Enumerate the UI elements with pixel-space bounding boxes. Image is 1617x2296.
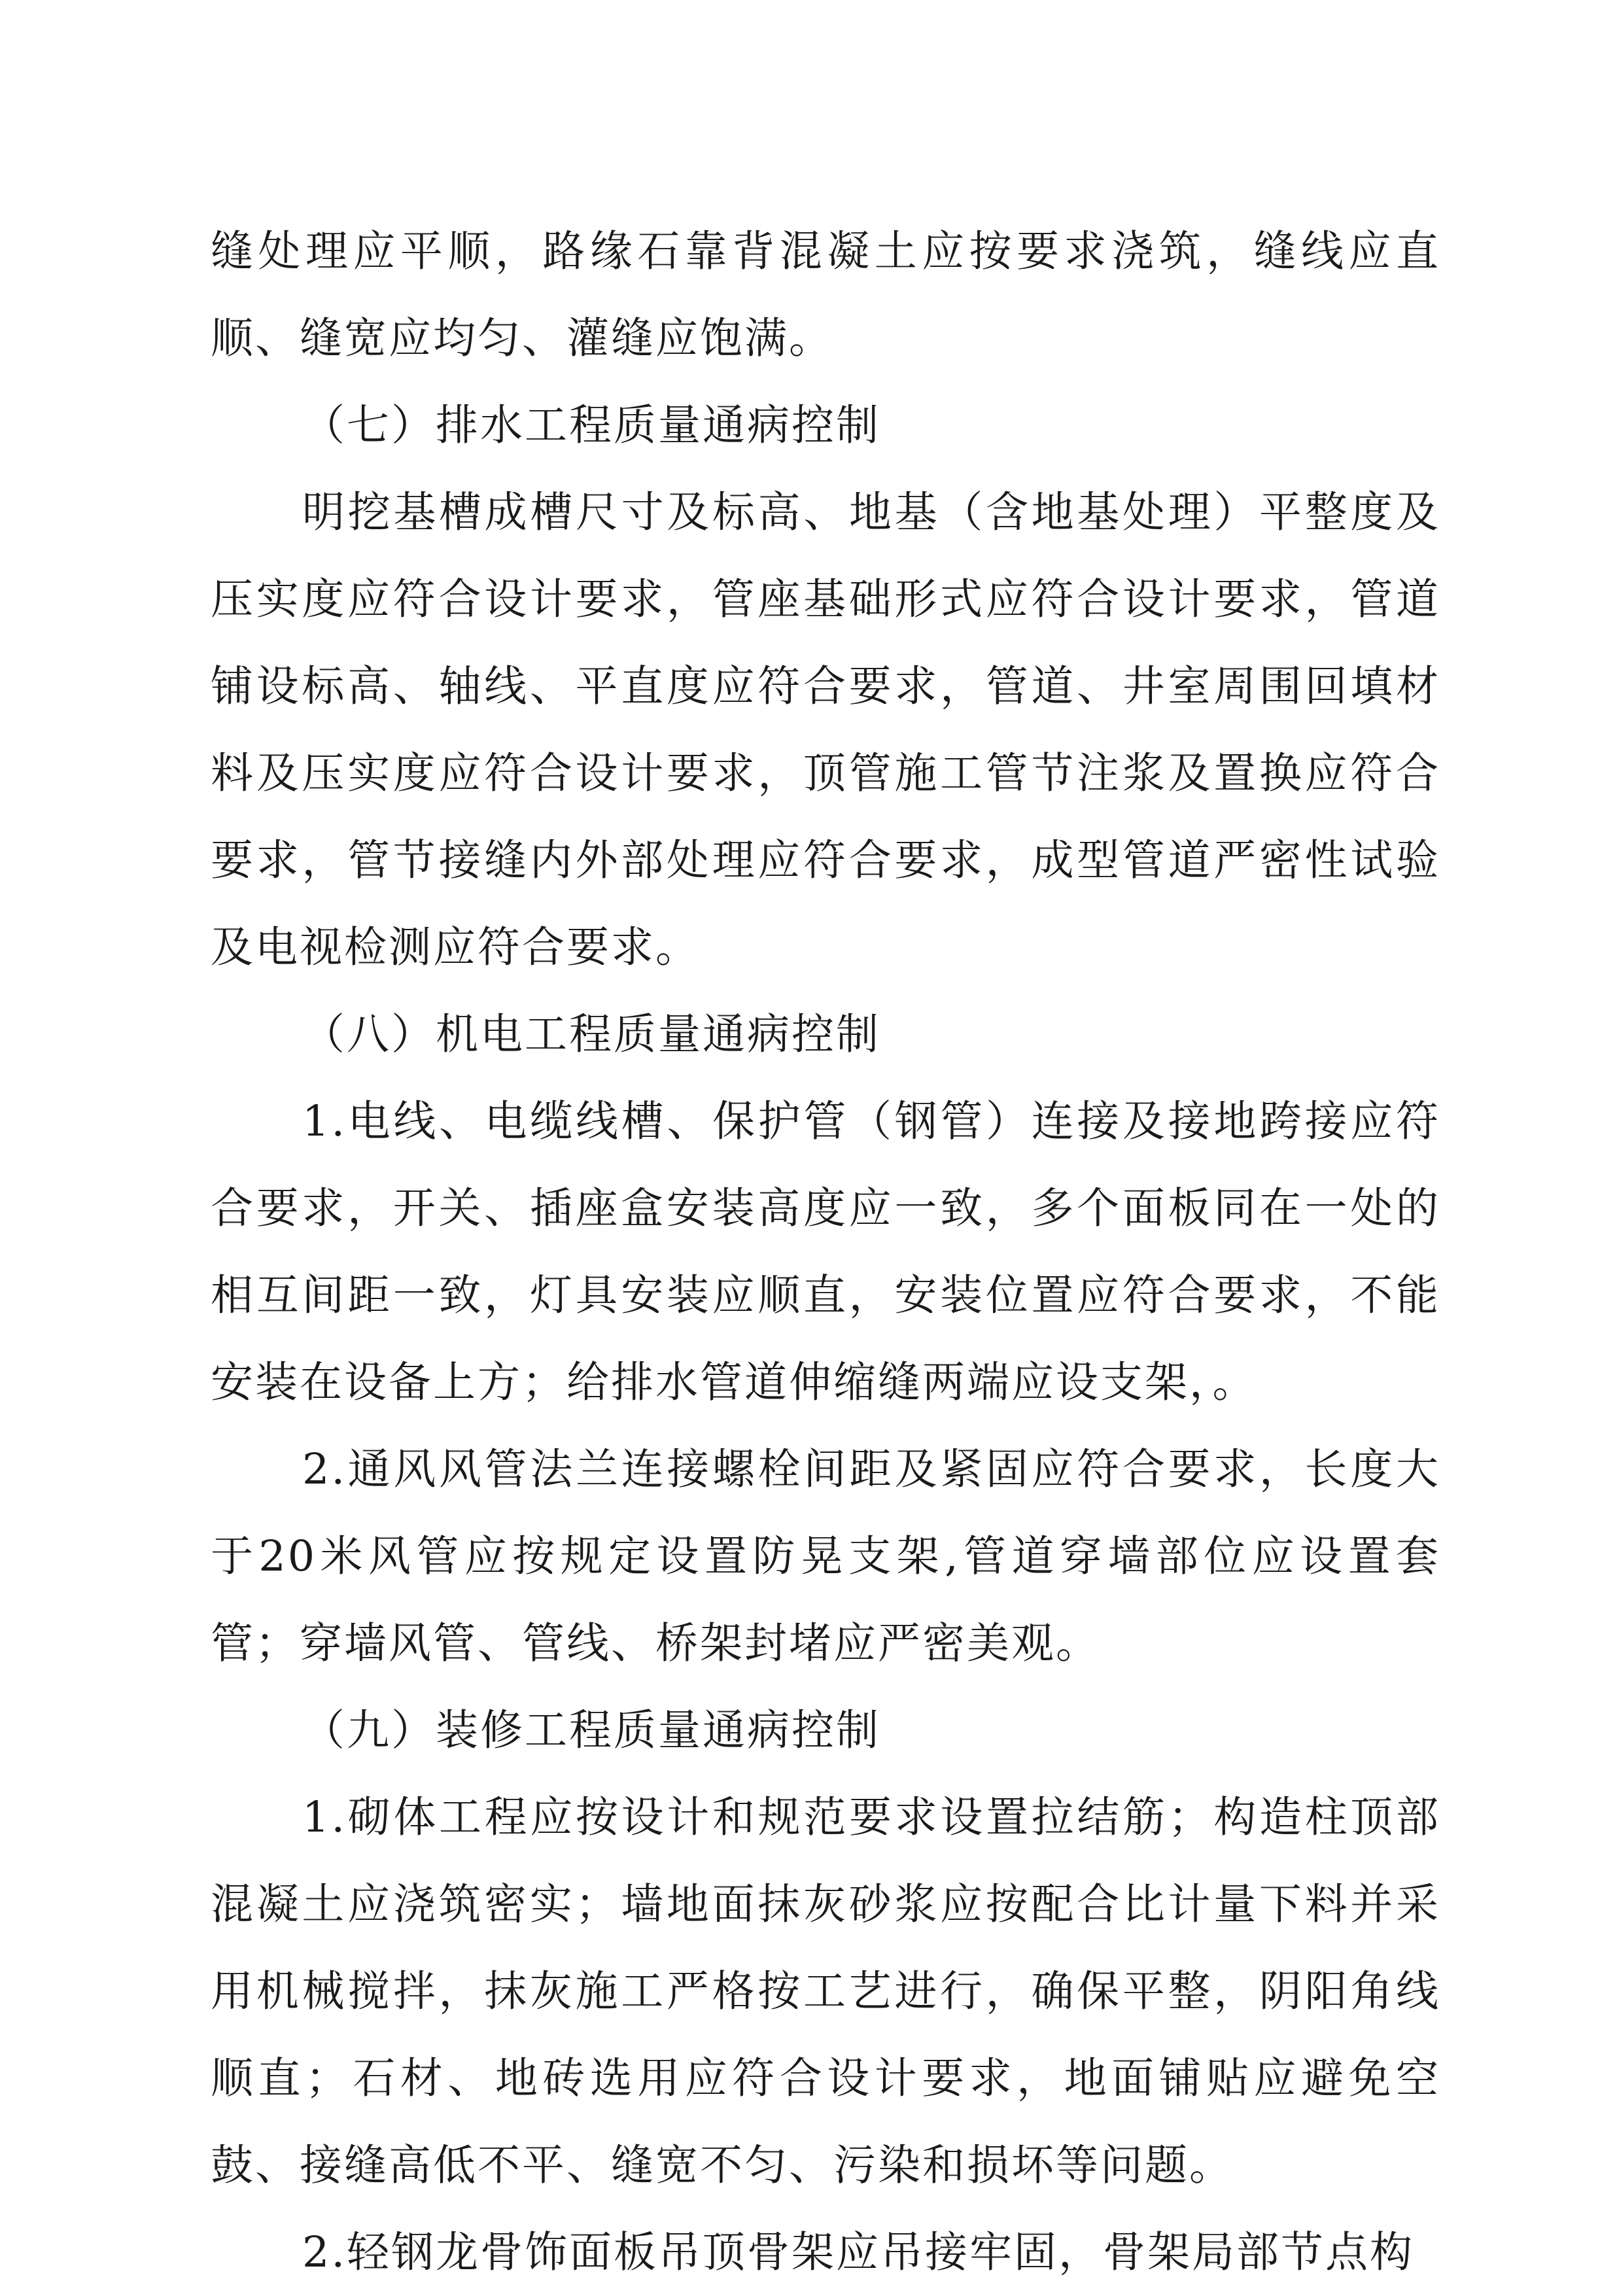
paragraph-electromechanical-2: 2.通风风管法兰连接螺栓间距及紧固应符合要求，长度大于20米风管应按规定设置防晃支架,管道穿墙部位应设置套管；穿墙风管、管线、桥架封堵应严密美观。 — [211, 1445, 1440, 1668]
paragraph-electromechanical-1: 1.电线、电缆线槽、保护管（钢管）连接及接地跨接应符合要求，开关、插座盒安装高度应一致，多个面板同在一处的相互间距一致，灯具安装应顺直，安装位置应符合要求，不能安装在设备上方；给排水管道伸缩缝两端应设支架，。 — [211, 1097, 1440, 1407]
section-heading-electromechanical: （八）机电工程质量通病控制 — [302, 1010, 881, 1059]
paragraph-decoration-2: 2.轻钢龙骨饰面板吊顶骨架应吊接牢固，骨架局部节点构 — [302, 2228, 1415, 2277]
paragraph-continuation: 缝处理应平顺，路缘石靠背混凝土应按要求浇筑，缝线应直顺、缝宽应均匀、灌缝应饱满。 — [211, 227, 1440, 363]
section-heading-decoration: （九）装修工程质量通病控制 — [302, 1706, 881, 1755]
paragraph-drainage: 明挖基槽成槽尺寸及标高、地基（含地基处理）平整度及压实度应符合设计要求，管座基础形式应符合设计要求，管道铺设标高、轴线、平直度应符合要求，管道、井室周围回填材料及压实度应符合设计要求，顶管施工管节注浆及置换应符合要求，管节接缝内外部处理应符合要求，成型管道严密性试验及电视检测应符合要求。 — [211, 488, 1440, 972]
section-heading-drainage: （七）排水工程质量通病控制 — [302, 401, 881, 450]
paragraph-decoration-1: 1.砌体工程应按设计和规范要求设置拉结筋；构造柱顶部混凝土应浇筑密实；墙地面抹灰砂浆应按配合比计量下料并采用机械搅拌，抹灰施工严格按工艺进行，确保平整，阴阳角线顺直；石材、地砖选用应符合设计要求，地面铺贴应避免空鼓、接缝高低不平、缝宽不匀、污染和损坏等问题。 — [211, 1793, 1440, 2190]
document-body — [211, 208, 1440, 2296]
